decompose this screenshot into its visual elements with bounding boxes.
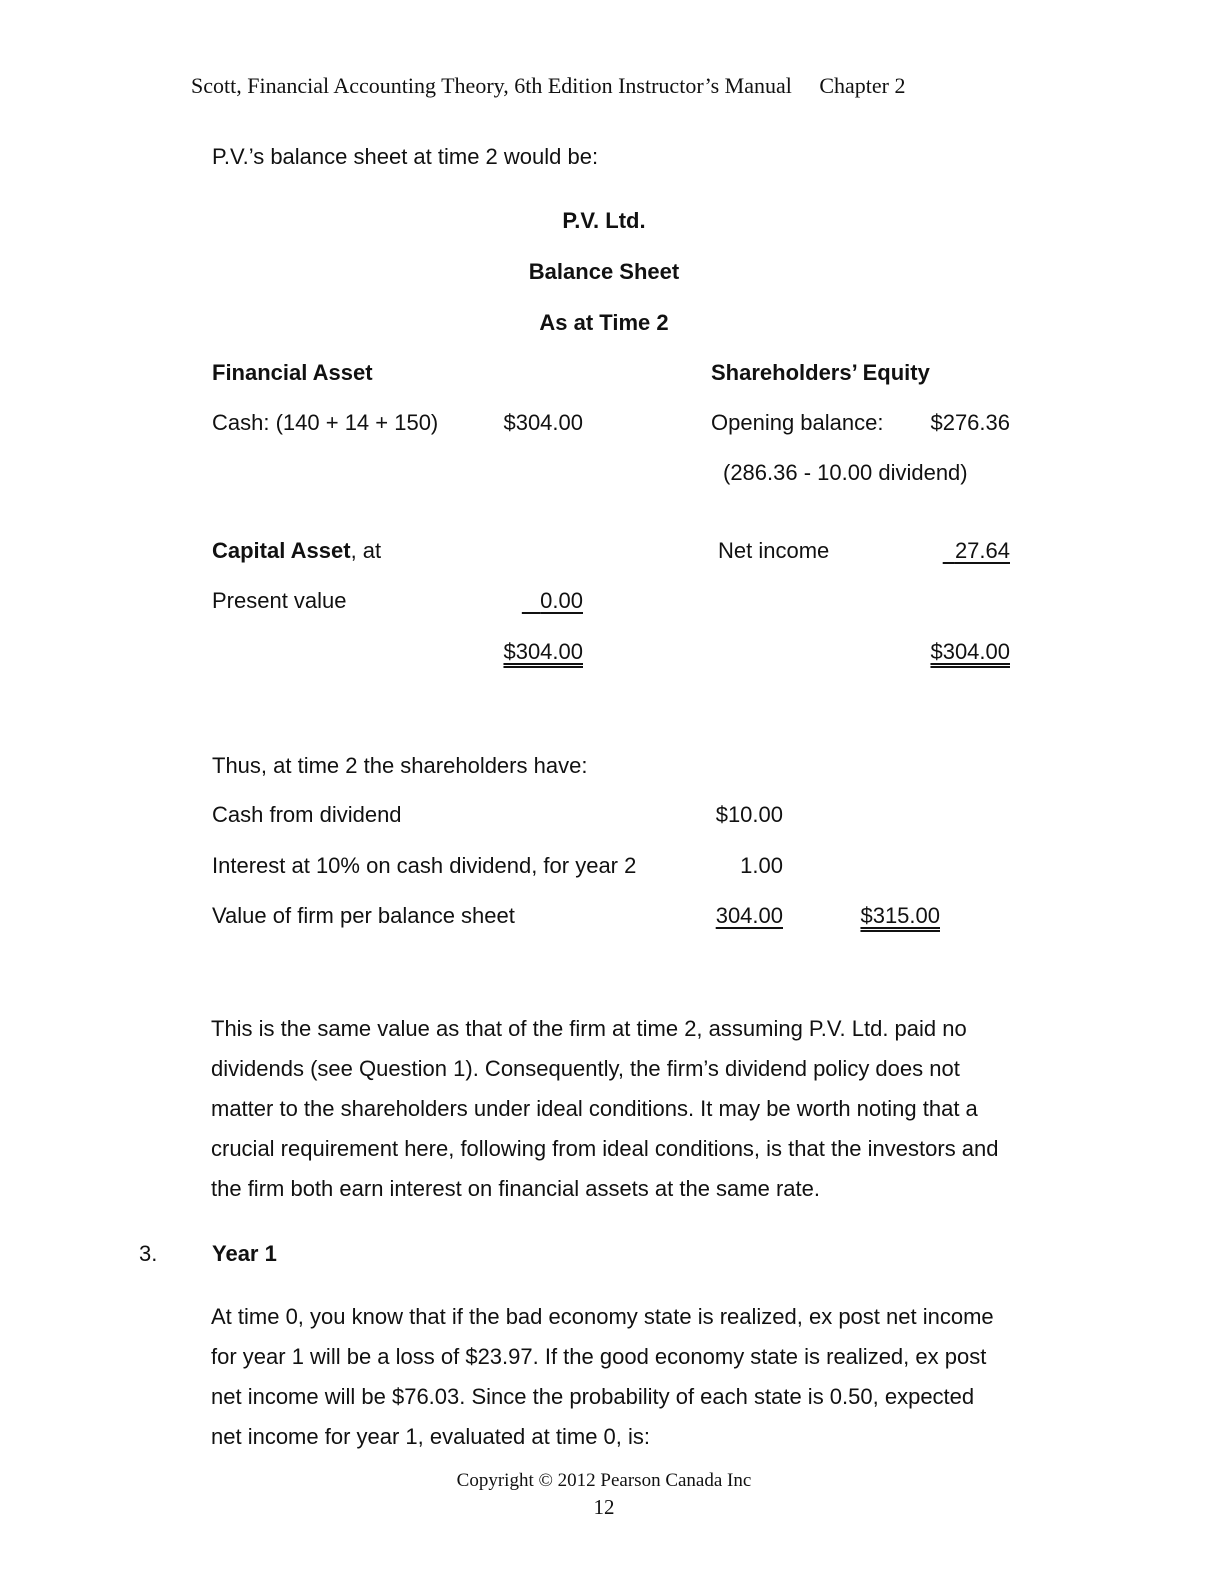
present-value-text: 0.00 <box>540 588 583 613</box>
financial-asset-heading: Financial Asset <box>212 360 373 385</box>
dividend-label: Cash from dividend <box>212 802 402 827</box>
right-total-text: $304.00 <box>930 639 1010 664</box>
opening-balance-note: (286.36 - 10.00 dividend) <box>723 460 968 485</box>
firm-value-text: 304.00 <box>715 903 783 928</box>
left-total <box>463 639 583 665</box>
net-income-amount <box>890 538 1010 564</box>
cash-label: Cash: (140 + 14 + 150) <box>212 410 439 435</box>
header-title: Scott, Financial Accounting Theory, 6th Edition Instructor’s Manual <box>191 73 792 98</box>
paragraph-line: matter to the shareholders under ideal conditions. It may be worth noting that a <box>211 1096 978 1121</box>
shareholders-total <box>800 903 940 929</box>
net-income-text: 27.64 <box>954 538 1010 563</box>
capital-asset-line <box>212 538 381 564</box>
paragraph-line: crucial requirement here, following from ideal conditions, is that the investors and <box>211 1136 999 1161</box>
left-total-text: $304.00 <box>503 639 583 664</box>
capital-asset-heading: Capital Asset <box>212 538 351 563</box>
right-total <box>890 639 1010 665</box>
capital-asset-suffix: , at <box>350 538 382 563</box>
paragraph-line: dividends (see Question 1). Consequently, the firm’s dividend policy does not <box>211 1056 960 1081</box>
firm-value-label: Value of firm per balance sheet <box>212 903 515 928</box>
company-name: P.V. Ltd. <box>562 208 646 233</box>
question-heading: Year 1 <box>212 1241 277 1266</box>
interest-value: 1.00 <box>740 853 783 878</box>
dividend-value: $10.00 <box>715 802 783 827</box>
question-number: 3. <box>139 1241 158 1266</box>
present-value-label: Present value <box>212 588 347 613</box>
balance-sheet-title: Balance Sheet <box>528 259 680 284</box>
running-header <box>191 73 906 99</box>
shareholders-total-text: $315.00 <box>860 903 940 928</box>
paragraph-line: net income for year 1, evaluated at time 0, is: <box>211 1424 651 1449</box>
present-value-underlined <box>522 588 583 613</box>
opening-balance-label: Opening balance: <box>711 410 884 435</box>
conclusion-paragraph <box>211 1009 1071 1209</box>
equity-heading: Shareholders’ Equity <box>711 360 930 385</box>
paragraph-line: net income will be $76.03. Since the probability of each state is 0.50, expected <box>211 1384 975 1409</box>
paragraph-line: the firm both earn interest on financial assets at the same rate. <box>211 1176 820 1201</box>
copyright-footer: Copyright © 2012 Pearson Canada Inc <box>456 1470 752 1491</box>
intro-line: P.V.’s balance sheet at time 2 would be: <box>212 144 599 169</box>
cash-value: $304.00 <box>503 410 583 435</box>
paragraph-line: At time 0, you know that if the bad economy state is realized, ex post net income <box>211 1304 994 1329</box>
present-value-amount <box>463 588 583 614</box>
net-income-underlined <box>943 538 1010 563</box>
firm-value-amount <box>663 903 783 929</box>
header-chapter: Chapter 2 <box>819 73 906 98</box>
paragraph-line: for year 1 will be a loss of $23.97. If the good economy state is realized, ex post <box>211 1344 987 1369</box>
balance-sheet-date: As at Time 2 <box>539 310 669 335</box>
opening-balance-value: $276.36 <box>930 410 1010 435</box>
shareholders-intro: Thus, at time 2 the shareholders have: <box>212 753 588 778</box>
paragraph-line: This is the same value as that of the firm at time 2, assuming P.V. Ltd. paid no <box>211 1016 967 1041</box>
question-paragraph <box>211 1297 1071 1457</box>
net-income-label: Net income <box>718 538 830 563</box>
page-number: 12 <box>593 1495 615 1519</box>
interest-label: Interest at 10% on cash dividend, for year 2 <box>212 853 637 878</box>
